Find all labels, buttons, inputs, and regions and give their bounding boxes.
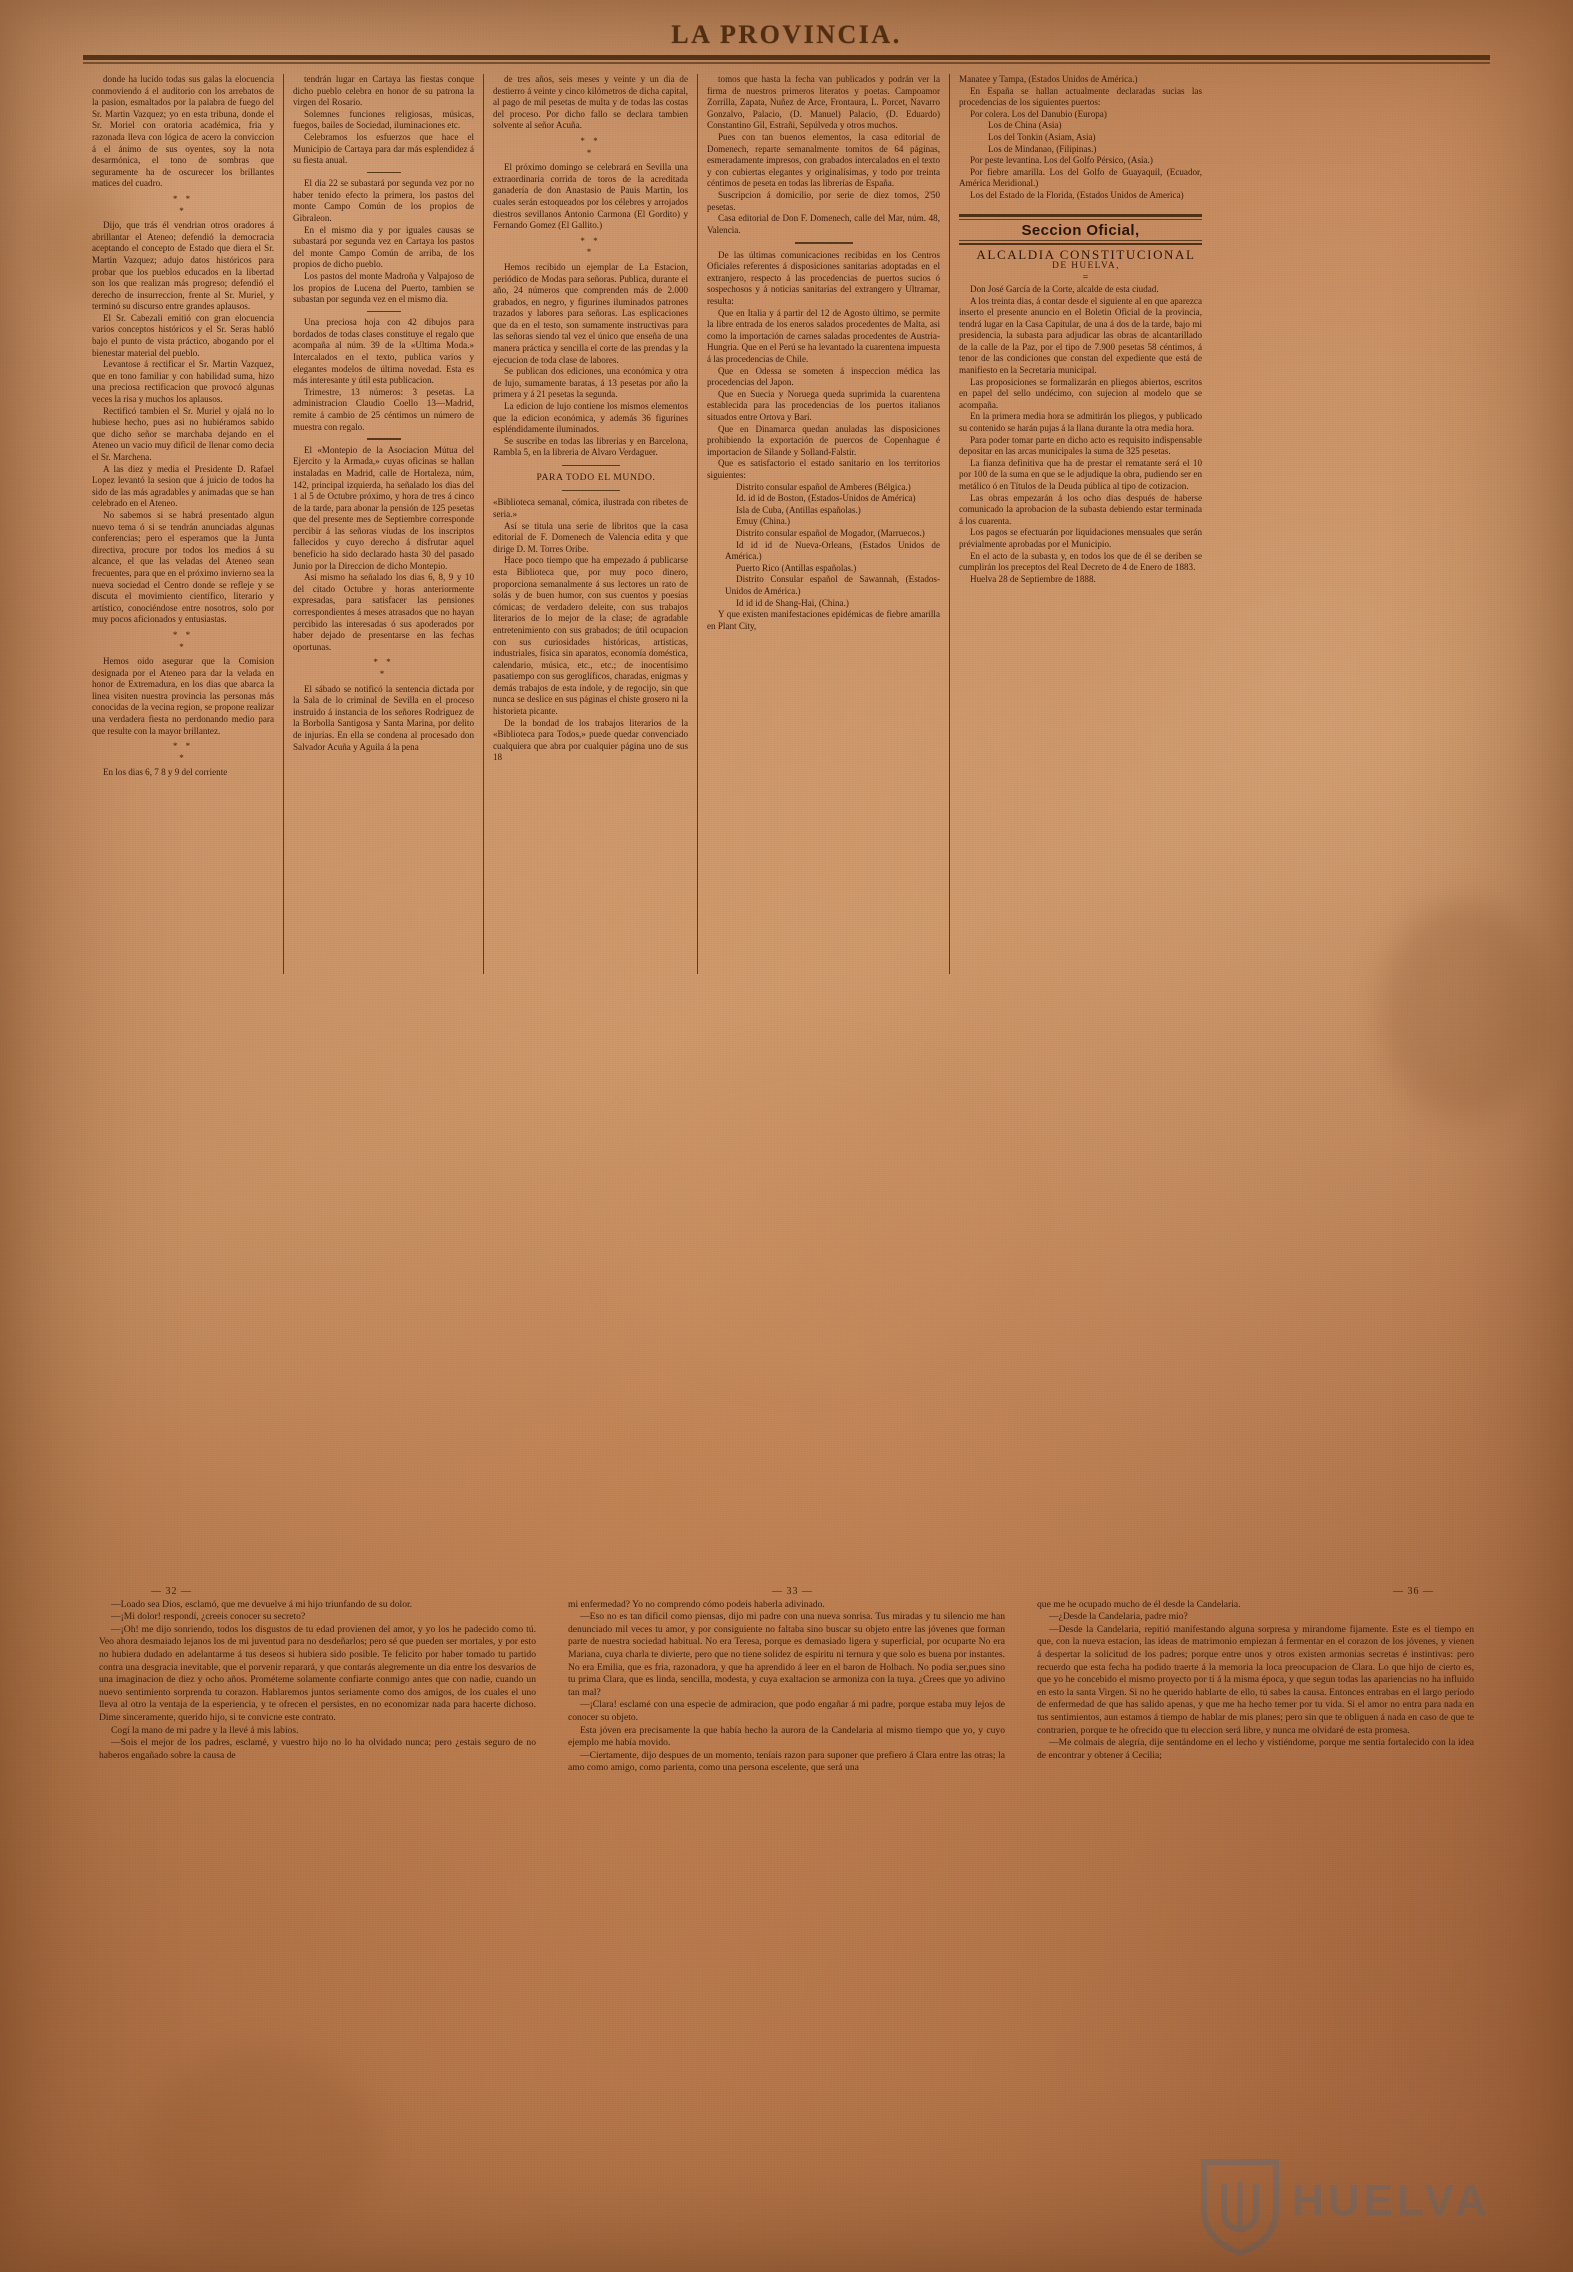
article-paragraph: En los dias 6, 7 8 y 9 del corriente [103, 767, 228, 778]
article-paragraph: Y que existen manifestaciones epidémicas de fiebre amarilla en Plant City, [707, 609, 940, 631]
column-3 [483, 74, 697, 974]
folletin-paragraph: Esta jóven era precisamente la que había hecho la aurora de la Candelaria al mismo tiempo que yo, y cuyo ejemplo me había movido. [568, 1724, 1005, 1749]
article-paragraph: «Biblioteca semanal, cómica, ilustrada con ribetes de seria.» [493, 497, 688, 519]
article-paragraph: Solemnes funciones religiosas, músicas, fuegos, bailes de Sociedad, iluminaciones etc. [293, 108, 474, 131]
ornament-dots: * * * [172, 629, 194, 652]
article-paragraph: En la primera media hora se admitirán los pliegos, y publicado su contenido se harán pujas á la llana durante la otra media hora. [959, 411, 1202, 434]
article-paragraph: Celebramos los esfuerzos que hace el Municipio de Cartaya para dar más esplendidez á su fiesta anual. [293, 131, 474, 166]
article-paragraph: Don José García de la Corte, alcalde de esta ciudad. [970, 283, 1159, 294]
article-paragraph: Así mismo ha señalado los dias 6, 8, 9 y 10 del citado Octubre y horas anteriormente expresadas, para satisfacer las pensiones correspondientes á meses atrasados que no hayan percibido las interesadas ó sus apoderados por haber dejado de presentarse en las fechas oportunas. [293, 572, 474, 652]
article-paragraph: Para poder tomar parte en dicho acto es requisito indispensable depositar en las arcas municipales la suma de 325 pesetas. [959, 434, 1202, 457]
list-item: Los del Estado de la Florida, (Estados Unidos de America) [970, 189, 1184, 200]
article-paragraph: Una preciosa hoja con 42 dibujos para bordados de todas clases constituye el regalo que acompaña al núm. 39 de la «Ultima Moda.» Intercalados en el texto, publica varios y elegantes modelos de última novedad. Esta es más interesante y útil esta publicacion. [293, 317, 474, 386]
seccion-rule-top2 [959, 219, 1202, 220]
alcaldia-heading: ALCALDIA CONSTITUCIONAL [976, 247, 1196, 263]
article-paragraph: A las diez y media el Presidente D. Rafael Lopez levantó la sesion que á juicio de todos ha sido de las más agradables y animadas que se han celebrado en el Ateneo. [92, 463, 274, 509]
article-paragraph: Suscripcion á domicilio, por serie de diez tomos, 2'50 pesetas. [707, 189, 940, 212]
watermark-text: HUELVA [1292, 2176, 1491, 2225]
ornament-dots: * * * [172, 193, 194, 216]
main-columns [83, 74, 1490, 974]
article-paragraph: Casa editorial de Don F. Domenech, calle del Mar, núm. 48, Valencia. [707, 213, 940, 235]
list-item: Emuy (China.) [736, 516, 791, 527]
folletin-paragraph: —¡Mi dolor! respondí, ¿creeis conocer su secreto? [111, 1611, 306, 1623]
article-paragraph: Hemos oido asegurar que la Comision designada por el Ateneo para dar la velada en honor de Extremadura, en los dias que abarca la linea visiten nuestra provincia las personas más conocidas de la vecina region, se propone realizar una verdadera fiesta no perdonando medio para que resulte con la mayor brillantez. [92, 656, 274, 736]
article-paragraph: Trimestre, 13 números: 3 pesetas. La administracion Claudio Coello 13—Madrid, remite á cambio de 25 céntimos un número de muestra con regalo. [293, 386, 474, 432]
ornament-equals: = [1082, 272, 1090, 284]
folletin-paragraph: —Sois el mejor de los padres, esclamé, y vuestro hijo no lo ha olvidado nunca; pero ¿estais seguro de no haberos engañado sobre la causa de [99, 1737, 536, 1761]
seccion-oficial-header [959, 214, 1202, 246]
ornament-dots: * * * [373, 657, 394, 679]
article-paragraph: En el mismo dia y por iguales causas se subastará por segunda vez en Cartaya los pastos del monte Campo Común de arriba, de los propios de dicho pueblo. [293, 224, 474, 270]
article-paragraph: El próximo domingo se celebrará en Sevilla una extraordinaria corrida de toros de la acreditada ganadería de don Anastasio de Pauis Martin, los cuales serán estoqueados por los célebres y arrojados diestros sevillanos Antonio Carmona (El Gordito) y Fernando Gomez (El Gallito.) [493, 162, 688, 231]
article-paragraph: Hemos recibido un ejemplar de La Estacion, periódico de Modas para señoras. Publica, durante el año, 24 números que comprenden más de 2.000 grabados, en negro, y figurines iluminados patrones trazados y labores para señoras. Las esplicaciones que da en el testo, son sumamente instructivas para las señoras siendo tal vez el único que enseña de una manera práctica y sencilla el corte de las prendas y la ejecucion de toda clase de labores. [493, 261, 688, 365]
folletin-paragraph: mi enfermedad? Yo no comprendo cómo podeis haberla adivinado. [568, 1598, 825, 1610]
article-paragraph: Que en Italia y á partir del 12 de Agosto último, se permite la libre entrada de los eneros salados procedentes de Malta, asi como la importación de carnes saladas procedentes de Austria-Hungria. Que en el Perú se ha levantado la cuarentena impuesta á las procedencias de Chile. [707, 307, 940, 365]
article-paragraph: Que en Dinamarca quedan anuladas las disposiciones prohibiendo la exportación de puercos de Copenhague é importacion de Silande y Solland-Falstir. [707, 423, 940, 457]
masthead-rule [83, 55, 1490, 60]
list-item: Id id id de Nueva-Orleans, (Estados Unidos de América.) [725, 539, 940, 562]
column-2 [283, 74, 483, 974]
list-item: Por fiebre amarilla. Los del Golfo de Guayaquil, (Ecuador, América Meridional.) [959, 166, 1202, 189]
seccion-rule-top [959, 214, 1202, 217]
article-paragraph: Por colera. Los del Danubio (Europa) [970, 108, 1107, 119]
article-paragraph: Se suscribe en todas las librerias y en Barcelona, Rambla 5, en la libreria de Alvaro Verdaguer. [493, 435, 688, 458]
article-paragraph: Dijo, que trás él vendrian otros oradores á abrillantar el Ateneo; defendió la democracia aceptando el concepto de Estado que diera el Sr. Martin Vazquez; adujo datos históricos para probar que los pueblos educados en la libertad son los que realizan más progreso; defendió el derecho de insurreccion, frente al Sr. Muriel, y terminó su discurso entre grandes aplausos. [92, 220, 274, 312]
article-paragraph: Que en Suecia y Noruega queda suprimida la cuarentena establecida para las procedencias de los puertos italianos situados entre Ortova y Barí. [707, 388, 940, 423]
folletin-paragraph: que me he ocupado mucho de él desde la Candelaria. [1037, 1598, 1241, 1610]
column-1 [83, 74, 283, 974]
ornament-rule [562, 465, 620, 466]
ornament-dots: * * * [580, 135, 601, 158]
folletin-paragraph: —¡Clara! esclamé con una especie de admiracion, que podo engañar á mi padre, porque estaba muy lejos de conocer su objeto. [568, 1699, 1005, 1723]
column-5 [949, 74, 1211, 974]
article-paragraph: donde ha lucido todas sus galas la elocuencia conmoviendo á el auditorio con los arrebatos de la pasion, esmaltados por la palabra de fuego del Sr. Martin Vazquez; yo en esta tribuna, donde el Sr. Moriel con oratoria académica, fria y razonada lleva con lógica de acero la conviccion á el ánimo de sus oyentes, soy la nota desarmónica, el tono de sombras que seguramente ha de oscurecer los brillantes matices del cuadro. [92, 74, 274, 189]
list-item: Id id id de Shang-Hai, (China.) [736, 597, 849, 608]
article-paragraph: El sábado se notificó la sentencia dictada por la Sala de lo criminal de Sevilla en el proceso instruido á instancia de los señores Rodriguez de la Borbolla Santigosa y Santa Marina, por delito de injurias. En ella se condena al procesado don Salvador Acuña y Aguila á la pena [293, 683, 474, 752]
article-paragraph: A los treinta dias, á contar desde el siguiente al en que aparezca inserto el presente anuncio en el Boletin Oficial de la provincia, tendrá lugar en la Casa Capitular, de una á dos de la tarde, bajo mi presidencia, la subasta para adjudicar las obras de alcantarillado de la calle de la Paz, por el tipo de 7.900 pesetas 58 céntimos, á tenor de las condiciones que constan del expediente que está de manifiesto en la Secretaria municipal. [959, 295, 1202, 376]
article-paragraph: Los pastos del monte Madroña y Valpajoso de los propios de Lucena del Puerto, tambien se subastan por segunda vez en el mismo dia. [293, 271, 474, 305]
list-item: Distrito consular español de Amberes (Bélgica.) [736, 481, 911, 492]
folletin-paragraph: —Ciertamente, dijo despues de un momento, teníais razon para suponer que prefiero á Clara entre las otras; la amo como amigo, como parienta, como una persona escelente, que será una [568, 1749, 1005, 1774]
article-paragraph: Hace poco tiempo que ha empezado á publicarse esta Biblioteca que, por muy poco dinero, proporciona semanalmente á sus lectores un rato de solás y de buen humor, con sus cuentos y poesías cómicas; de verdadero deleite, con sus trabajos literarios de lo mejor de la clase; de agradable entretenimiento con sus grabados; de útil ocupacion con sus curiosidades históricas, artísticas, industriales, física sin aparatos, economía doméstica, calendario, música, etc., etc.; de inocentísimo pasatiempo con sus geroglíficos, charadas, enigmas y demás trabajos de esta índole, y de regocijo, sin que nunca se deslice en sus páginas el chiste grosero ni la historieta picante. [493, 555, 688, 717]
folletin-paragraph: —Loado sea Dios, esclamó, que me devuelve á mi hijo triunfando de su dolor. [111, 1598, 413, 1610]
ornament-rule [795, 242, 853, 243]
article-paragraph: Las proposiciones se formalizarán en pliegos abiertos, escritos en papel del sello undécimo, con sujecion al modelo que se acompaña. [959, 376, 1202, 410]
article-paragraph: El «Montepio de la Asociacion Mútua del Ejercito y la Armada,» cuyas oficinas se hallan instaladas en Madrid, calle de Hortaleza, núm, 142, principal izquierda, ha señalado los dias del 1 al 5 de Octubre próximo, y hora de tres á cinco de la tarde, para abonar la pensión de 125 pesetas que del presente mes de Septiembre corresponde percibir á las señoras viudas de los inscriptos fallecidos y cuyo derecho á disfrutar aquel beneficio ha sido declarado hasta 30 del pasado Junio por la Direccion de dicho Montepio. [293, 444, 474, 571]
article-paragraph: de tres años, seis meses y veinte y un dia de destierro á veinte y cinco kilómetros de dicha capital, al pago de mil pesetas de multa y de todas las costas del proceso. Por dicho fallo se declara tambien solvente al señor Acuña. [493, 74, 688, 131]
folletin-column-3 [1021, 1586, 1490, 2246]
article-paragraph: Pues con tan buenos elementos, la casa editorial de Domenech, reparte semanalmente tomitos de 64 páginas, esmeradamente impresos, con grabados intercalados en el texto y con cubiertas elegantes y originalísimas, y todo por treinta céntimos de peseta en todas las librerías de España. [707, 131, 940, 189]
list-item: Los de China (Asia) [988, 120, 1062, 131]
ornament-dots: * * * [580, 235, 601, 258]
seccion-rule-bottom2 [959, 243, 1202, 245]
list-item: Por peste levantina. Los del Golfo Pérsico, (Asia.) [970, 155, 1153, 166]
article-paragraph: Se publican dos ediciones, una económica y otra de lujo, sumamente baratas, á 13 pesetas por año la primera y á 21 pesetas la segunda. [493, 366, 688, 400]
article-paragraph: En España se hallan actualmente declaradas sucias las procedencias de los siguientes puertos: [959, 85, 1202, 108]
list-item: Id. id id de Boston, (Estados-Unidos de América) [736, 493, 916, 504]
ornament-rule [367, 311, 401, 313]
folletin-page-number: — 33 — [772, 1586, 813, 1597]
folletin-paragraph: —Desde la Candelaria, repitió manifestando alguna sorpresa y mirandome fijamente. Este es el tiempo en que, con la nueva estacion, las ideas de matrimonio empiezan á fermentar en el corazon de los jóvenes, y vienen á despertar la solicitud de los padres; porque entre unos y otros existen armonias secretas é instintivas: pero recuerdo que esta fecha ha podido traerte á la memoria la loca preocupacion de Clara. Lo que hijo de cierto es, que yo he concebido el mismo proyecto por tí á la misma época, y que segun todas las apariencias no ha influido en esto la santa Virgen. Si no he querido hablarte de ello, tú sabes la causa. Entonces entrabas en el largo período de enfermedad de que has salido apenas, y que me ha hecho temer por tu vida. Si el amor no entra para nada en tus sentimientos, aun estamos á tiempo de hablar de mis planes; pero sin que te obliguen á nada en caso de que te contrarien, porque te he ofrecido que tu eleccion será libre, y nunca me olvidaré de esta promesa. [1037, 1623, 1474, 1736]
folletin-paragraph: Cogí la mano de mi padre y la llevé á mis labios. [111, 1724, 299, 1736]
article-paragraph: El Sr. Cabezali emitió con gran elocuencia varios conceptos históricos y el Sr. Seras habló bajo el punto de vista práctico, abogando por el bienestar material del pueblo. [92, 312, 274, 358]
article-paragraph: Rectificó tambien el Sr. Muriel y ojalá no lo hubiese hecho, pues asi no hubiéramos sabido que dicho señor se marchaba dejando en el Ateneo un vacio muy dificil de llenar como decia el Sr. Marchena. [92, 405, 274, 462]
list-item: Los del Tonkin (Asiam, Asia) [988, 131, 1096, 142]
article-paragraph: La edicion de lujo contiene los mismos elementos que la edicion económica, y además 36 figurines espléndidamente iluminados. [493, 401, 688, 435]
masthead [0, 20, 1573, 50]
folletin-paragraph: —Eso no es tan dificil como piensas, dijo mi padre con una nueva sonrisa. Tus miradas y tu silencio me han denunciado mil veces tu amor, y por consiguiente no faltaba sino buscar su objeto entre las jóvenes que forman parte de nuestra sociedad habitual. No era Teresa, porque es demasiado ligera y superficial, por ocuparte No era Mariana, cuya charla te divierte, pero que no tiene solidez de espiritu ni ternura y que solo es buena por instantes. No era Emilia, que es fria, razonadora, y que ha aprendido á leer en el baron de Holbach. No podia ser,pues sino tu prima Clara, que es linda, sencilla, modesta, y cuya exaltacion se armoniza con la tuya. ¿Crees que yo adivino tan mal? [568, 1611, 1005, 1698]
article-paragraph: tomos que hasta la fecha van publicados y podrán ver la firma de nuestros primeros literatos y poetas. Campoamor Zorrilla, Zapata, Nuñez de Arce, Frontaura, L. Porcet, Navarro Gonzalvo, Palacio, (D. Manuel) Palacio, (D. Eduardo) Constantino Gil, Estrañi, Sepúlveda y otros muchos. [707, 74, 940, 131]
list-item: Distrito Consular español de Sawannah, (Estados-Unidos de América.) [725, 574, 940, 596]
list-item: Los de Mindanao, (Filipinas.) [988, 143, 1097, 154]
article-paragraph: Manatee y Tampa, (Estados Unidos de América.) [959, 74, 1138, 84]
article-paragraph: Que en Odessa se someten á inspeccion médica las procedencias del Japon. [707, 365, 940, 388]
alcaldia-subheading: DE HUELVA, [1052, 260, 1120, 271]
article-paragraph: Levantose á rectificar el Sr. Martin Vazquez, que en tono familiar y con habilidad suma, hizo una preciosa rectificacion que provocó algunas veces la risa y muchos los aplausos. [92, 359, 274, 405]
article-paragraph: De las últimas comunicaciones recibidas en los Centros Oficiales referentes á disposiciones sanitarias adoptadas en el extranjero, respecto á las procedencias de puertos sucios ó sospechosos y á noticias sanitarias del extrangero y Ultramar, resulta: [707, 249, 940, 307]
article-paragraph: Las obras empezarán á los ocho dias después de haberse comunicado la aprobacion de la subasta debiendo estar terminada á los cuarenta. [959, 492, 1202, 526]
page-title: LA PROVINCIA. [671, 20, 902, 49]
article-paragraph: Que es satisfactorio el estado sanitario en los territorios siguientes: [707, 458, 940, 480]
folletin-page-number: — 36 — [1393, 1586, 1434, 1597]
folletin-paragraph: —Me colmais de alegría, dije sentándome en el lecho y vistiéndome, porque me sentia fortalecido con la idea de encontrar y obtener á Cecilia; [1037, 1737, 1474, 1761]
article-paragraph: Huelva 28 de Septiembre de 1888. [970, 573, 1096, 584]
folletin-column-2 [552, 1586, 1021, 2246]
list-item: Puerto Rico (Antillas españolas.) [736, 562, 857, 573]
article-paragraph: Los pagos se efectuarán por liquidaciones mensuales que serán prévialmente aprobadas por el Municipio. [959, 527, 1202, 549]
article-paragraph: No sabemos si se habrá presentado algun nuevo tema ó si se tendrán anunciadas algunas conferencias; pero el esperamos que la Junta directiva, procure por todos los medios á su alcance, el que las veladas del Ateneo sean frecuentes, para que en el próximo invierno sea la nueva sociedad el Centro donde se refleje y se discuta el movimiento científico, literario y artístico, conociéndose entre nosotros, solo por muy pocos aficionados y entusiastas. [92, 509, 274, 625]
column-4 [697, 74, 949, 974]
list-item: Isla de Cuba, (Antillas españolas.) [736, 504, 861, 515]
seccion-oficial-title: Seccion Oficial, [1021, 221, 1140, 239]
list-item: Distrito consular español de Mogador, (Marruecos.) [736, 527, 925, 538]
section-heading-para-todo-el-mundo: PARA TODO EL MUNDO. [536, 472, 656, 484]
article-paragraph: De la bondad de los trabajos literarios de la «Biblioteca para Todos,» puede quedar convenciado cualquiera que abra por cualquier página uno de sus 18 [493, 717, 688, 763]
seccion-rule-bottom [959, 240, 1202, 241]
article-paragraph: Así se titula una serie de libritos que la casa editorial de F. Domenech de Valencia edita y que dirige D. M. Torres Oribe. [493, 520, 688, 554]
article-paragraph: El dia 22 se subastará por segunda vez por no haber tenido efecto la primera, los pastos del monte Campo Común de los propios de Gibraleon. [293, 178, 474, 224]
ornament-rule [367, 172, 401, 174]
article-paragraph: tendrán lugar en Cartaya las fiestas conque dicho pueblo celebra en honor de su patrona la virgen del Rosario. [293, 74, 474, 108]
ornament-rule [562, 490, 620, 491]
folletin-paragraph: —¿Desde la Candelaria, padre mio? [1049, 1611, 1188, 1623]
folletin-paragraph: —¡Oh! me dijo sonriendo, todos los disgustos de tu edad provienen del amor, y yo los he padecido como tú. Veo ahora desmaiado lejanos los de mi juventud para no desdeñarlos; pero sé que pueden ser mortales, y por esto no hubiera dudado en adelantarme á tus deseos si hubiera sido posible. Te felicito por haber tomado tu partido contra una desgracia inevitable, que el porvenir reparará, y que contarás alegremente un dia entre los desvarios de una imaginacion de diez y ocho años. Prométeme solamente confiarte conmigo antes que con nadie, cuando un nuevo sentimiento sorprenda tu corazon. Hablaremos juntos seriamente como dos amigos, de los cuales el uno lleva al otro la ventaja de la esperiencia, y te ofrecen el persistes, en no economizar nada para hacerte dichoso. Dime sinceramente, querido hijo, si te convicne este contrato. [99, 1623, 536, 1723]
article-paragraph: La fianza definitiva que ha de prestar el rematante será el 10 por 100 de la suma en que se le adjudique la obra, pudiendo ser en metálico ó en Títulos de la Deuda pública al tipo de cotizacion. [959, 457, 1202, 491]
folletin-section [83, 1586, 1490, 2246]
ornament-rule [367, 438, 401, 440]
masthead-rule-secondary [83, 62, 1490, 64]
ornament-dots: * * * [172, 741, 194, 763]
article-paragraph: En el acto de la subasta y, en todos los que de él se deriben se cumplirán los preceptos del Real Decreto de 4 de Enero de 1883. [959, 550, 1202, 573]
folletin-page-number: — 32 — [151, 1586, 192, 1597]
folletin-column-1 [83, 1586, 552, 2246]
